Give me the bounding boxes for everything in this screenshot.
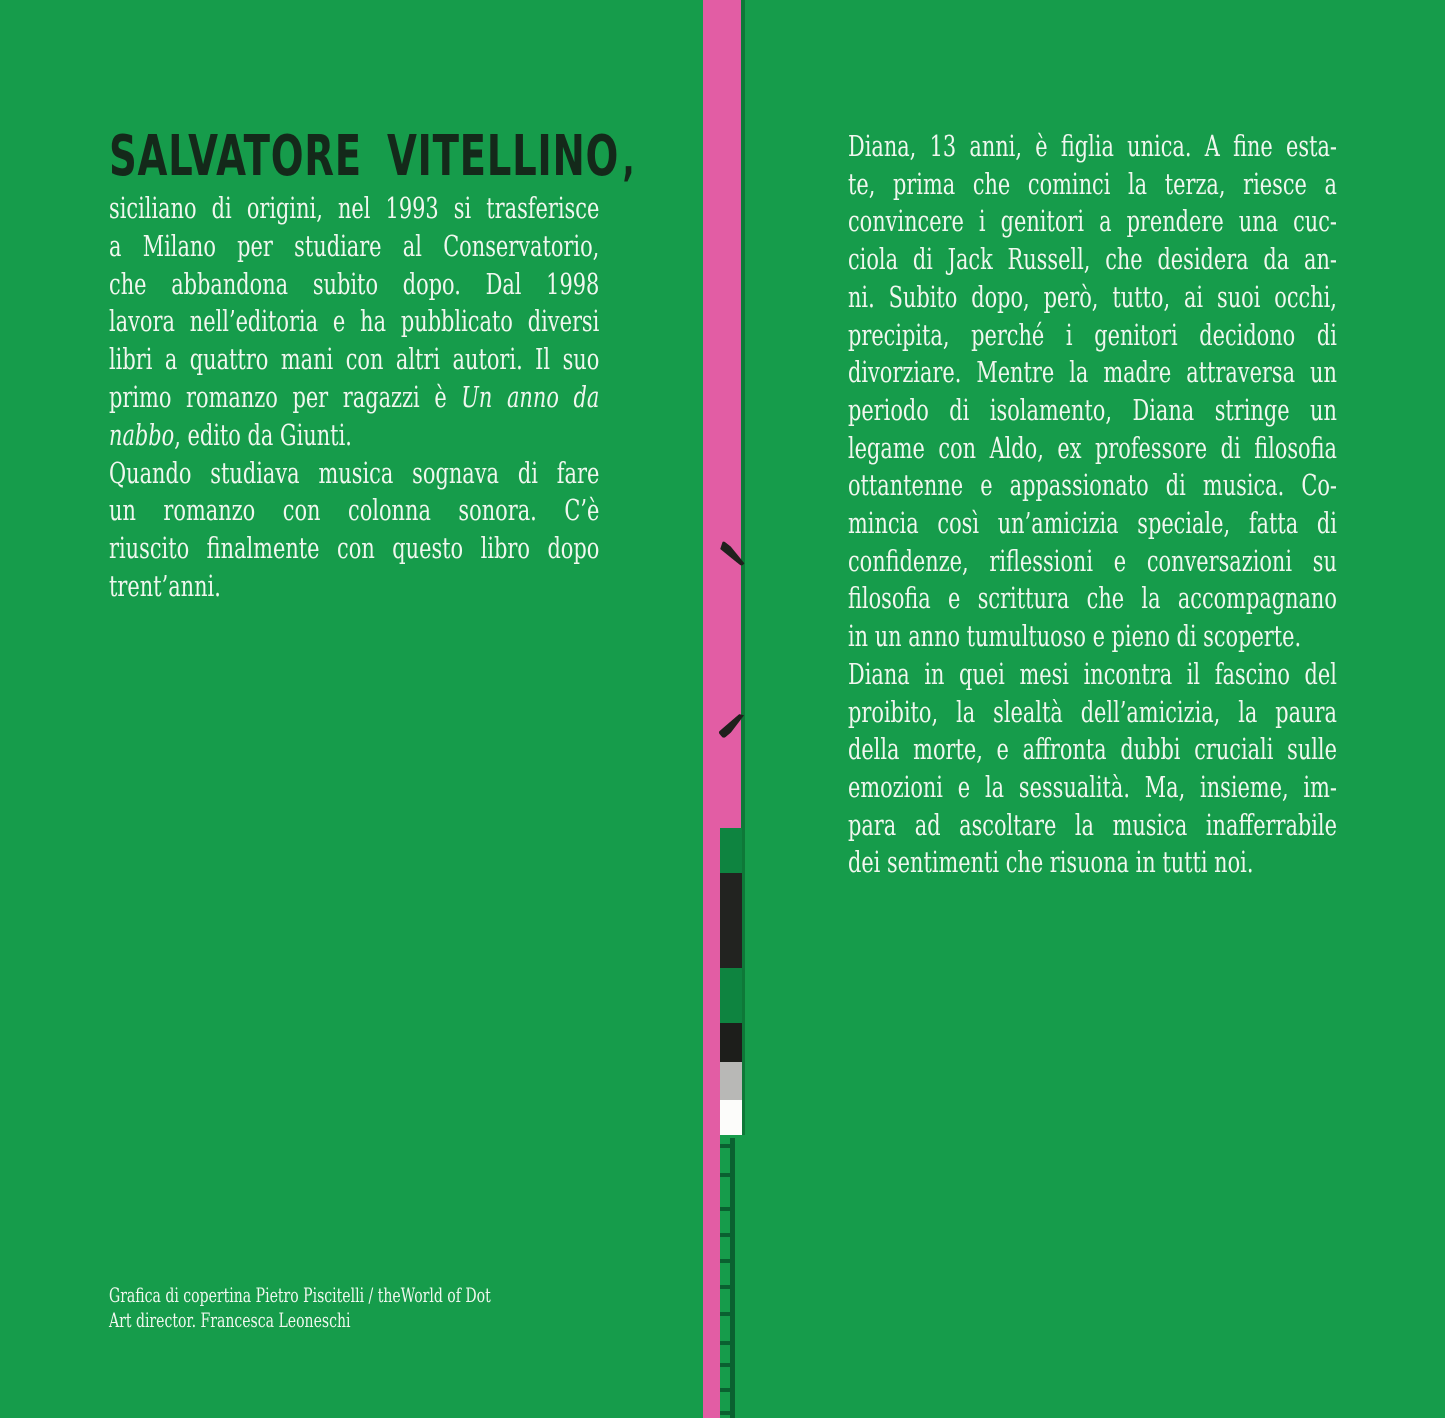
text-line: te, prima che cominci la terza, riesce a [848, 166, 1337, 201]
text-line: dei sentimenti che risuona in tutti noi. [848, 845, 1254, 880]
heading-comma: , [622, 132, 635, 186]
text-line: convincere i genitori a prendere una cuc- [848, 204, 1337, 239]
text-line: Grafica di copertina Pietro Piscitelli / theWorld of Dot [109, 1284, 491, 1307]
text-line: riuscito finalmente con questo libro dopo [109, 531, 600, 566]
author-name: SALVATORE VITELLINO [109, 124, 620, 189]
text-line: libri a quattro mani con altri autori. Il suo [109, 342, 600, 377]
text-line: ciola di Jack Russell, che desidera da an- [848, 242, 1337, 277]
text-line: periodo di isolamento, Diana stringe un [848, 392, 1337, 427]
color-block [720, 873, 742, 968]
text-line: precipita, perché i genitori decidono di [848, 317, 1337, 352]
color-block [720, 828, 742, 873]
ladder-rung [720, 1173, 735, 1177]
ladder-rung [720, 1207, 735, 1211]
text-line: mincia così un’amicizia speciale, fatta di [848, 506, 1337, 541]
text-line: a Milano per studiare al Conservatorio, [109, 228, 600, 263]
ladder-rung [720, 1363, 735, 1367]
text-line: che abbandona subito dopo. Dal 1998 [109, 266, 600, 301]
text-line: para ad ascoltare la musica inafferrabile [848, 807, 1337, 842]
ladder-rung [720, 1285, 735, 1289]
text-line: un romanzo con colonna sonora. C’è [109, 493, 600, 528]
ladder-rung [720, 1233, 735, 1237]
color-block [720, 1100, 742, 1135]
text-line: emozioni e la sessualità. Ma, insieme, im- [848, 769, 1337, 804]
ladder-rung [720, 1411, 735, 1415]
author-heading [109, 124, 647, 189]
ladder-rung [720, 1312, 735, 1316]
text-line: Diana, 13 anni, è figlia unica. A fine esta- [848, 129, 1337, 163]
ladder-rung [720, 1388, 735, 1392]
cover-credits [109, 1284, 613, 1333]
text-line: ottantenne e appassionato di musica. Co- [848, 468, 1337, 503]
text-line: in un anno tumultuoso e pieno di scoperte. [848, 619, 1302, 654]
color-block [720, 968, 742, 1023]
text-line: ni. Subito dopo, però, tutto, ai suoi occhi, [848, 279, 1337, 314]
text-line: lavora nell’editoria e ha pubblicato diversi [109, 304, 600, 339]
color-block [720, 1062, 742, 1100]
ladder-rung [720, 1144, 735, 1148]
text-line: della morte, e affronta dubbi cruciali sulle [848, 732, 1337, 767]
ladder-rung [720, 1259, 735, 1263]
text-line: divorziare. Mentre la madre attraversa un [848, 355, 1337, 390]
text-line: primo romanzo per ragazzi è Un anno da [109, 379, 600, 414]
text-line: nabbo, edito da Giunti. [109, 417, 352, 452]
text-line: confidenze, riflessioni e conversazioni su [848, 543, 1337, 578]
color-block [720, 1023, 742, 1062]
ladder-rung [720, 1341, 735, 1345]
text-line: trent’anni. [109, 568, 221, 603]
text-line: legame con Aldo, ex professore di filosofia [848, 430, 1337, 465]
spine-color-blocks [720, 828, 742, 1135]
book-synopsis-text [848, 128, 1337, 882]
ladder-rail [730, 1138, 735, 1418]
author-bio-text [109, 190, 599, 606]
text-line: filosofia e scrittura che la accompagnano [848, 581, 1337, 616]
text-line: Quando studiava musica sognava di fare [109, 455, 600, 490]
text-line: Diana in quei mesi incontra il fascino del [848, 656, 1337, 691]
text-line: proibito, la slealtà dell’amicizia, la paura [848, 694, 1337, 729]
text-line: siciliano di origini, nel 1993 si trasferisce [109, 191, 600, 225]
text-line: Art director. Francesca Leoneschi [109, 1308, 351, 1332]
